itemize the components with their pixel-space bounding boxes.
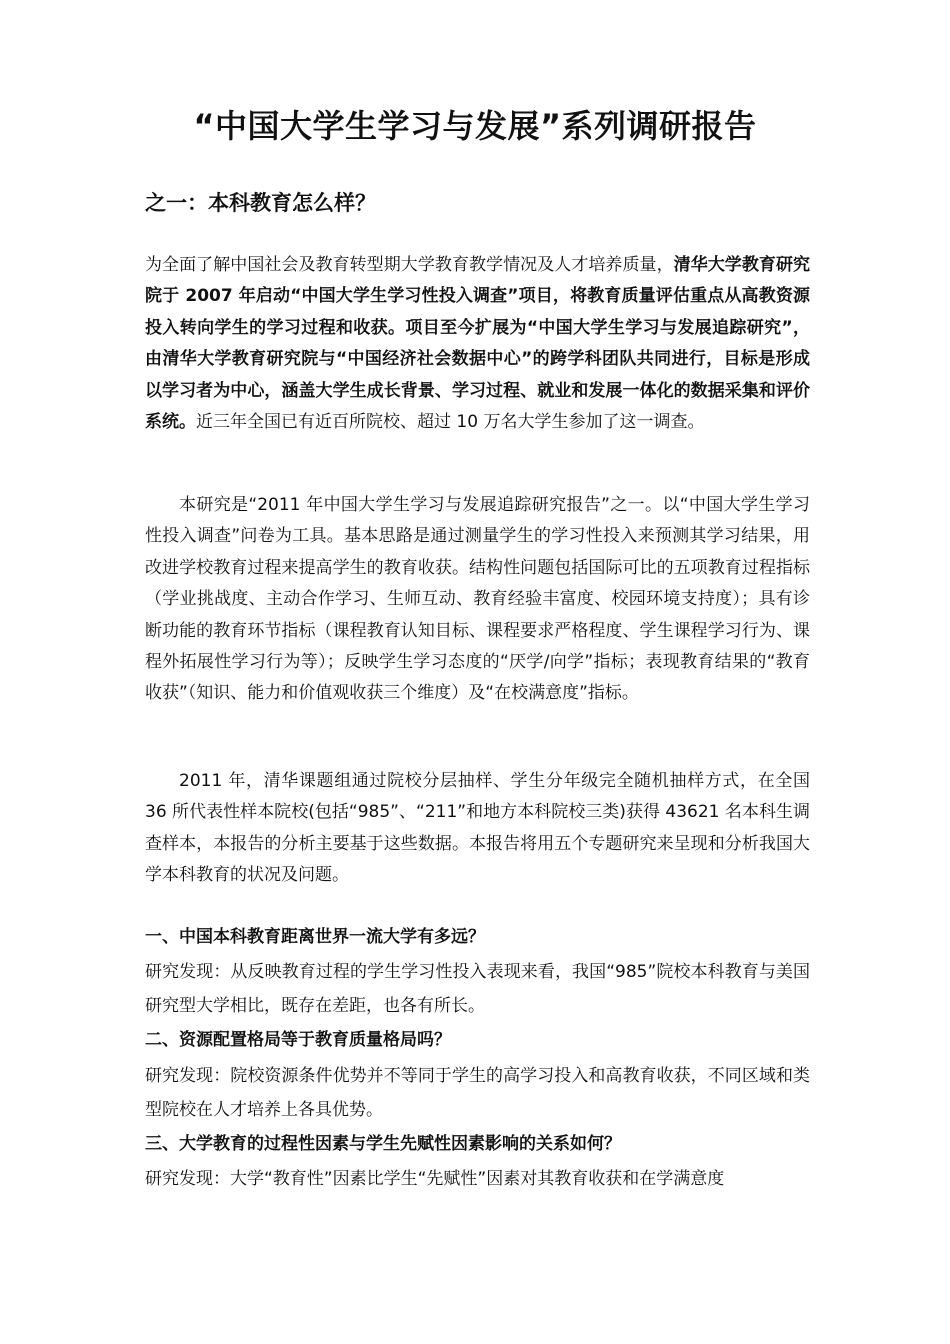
- section-1-heading: 一、中国本科教育距离世界一流大学有多远？: [145, 927, 485, 947]
- intro-text-bold: 清华大学教育研究院于 2007 年启动“中国大学生学习性投入调查”项目，将教育质量评估重点从高教资源投入转向学生的学习过程和收获。项目至今扩展为“中国大学生学习与发展追踪研究”，由清华大学教育研究院与“中国经济社会数据中心”的跨学科团队共同进行，目标是形成以学习者为中心，涵盖大学生成长背景、学习过程、就业和发展一体化的数据采集和评价系统。: [145, 255, 811, 433]
- section-1-finding: 研究发现：从反映教育过程的学生学习性投入表现来看，我国“985”院校本科教育与美国研究型大学相比，既存在差距，也各有所长。: [145, 962, 810, 1016]
- section-3-heading: 三、大学教育的过程性因素与学生先赋性因素影响的关系如何？: [145, 1134, 621, 1154]
- section-3-finding: 研究发现：大学“教育性”因素比学生“先赋性”因素对其教育收获和在学满意度: [145, 1169, 725, 1189]
- section-2-finding: 研究发现：院校资源条件优势并不等同于学生的高学习投入和高教育收获，不同区域和类型院校在人才培养上各具优势。: [145, 1066, 810, 1120]
- section-2-heading: 二、资源配置格局等于教育质量格局吗？: [145, 1030, 451, 1050]
- sample-paragraph: 2011 年，清华课题组通过院校分层抽样、学生分年级完全随机抽样方式，在全国 36 所代表性样本院校(包括“985”、“211”和地方本科院校三类)获得 43621 名本科生调查样本，本报告的分析主要基于这些数据。本报告将用五个专题研究来呈现和分析我国大学本科教育的状况及问题。: [145, 771, 810, 886]
- method-paragraph: 本研究是“2011 年中国大学生学习与发展追踪研究报告”之一。以“中国大学生学习性投入调查”问卷为工具。基本思路是通过测量学生的学习性投入来预测其学习结果，用改进学校教育过程来提高学生的教育收获。结构性问题包括国际可比的五项教育过程指标（学业挑战度、主动合作学习、生师互动、教育经验丰富度、校园环境支持度）；具有诊断功能的教育环节指标（课程教育认知目标、课程要求严格程度、学生课程学习行为、课程外拓展性学习行为等）；反映学生学习态度的“厌学/向学”指标；表现教育结果的“教育收获”（知识、能力和价值观收获三个维度）及“在校满意度”指标。: [145, 495, 810, 704]
- document-subtitle: 之一：本科教育怎么样？: [145, 191, 376, 215]
- intro-paragraph: [145, 250, 810, 438]
- intro-text-start: 为全面了解中国社会及教育转型期大学教育教学情况及人才培养质量，: [145, 255, 674, 275]
- intro-text-end: 近三年全国已有近百所院校、超过 10 万名大学生参加了这一调查。: [196, 412, 705, 433]
- document-title: “中国大学生学习与发展”系列调研报告: [193, 107, 757, 145]
